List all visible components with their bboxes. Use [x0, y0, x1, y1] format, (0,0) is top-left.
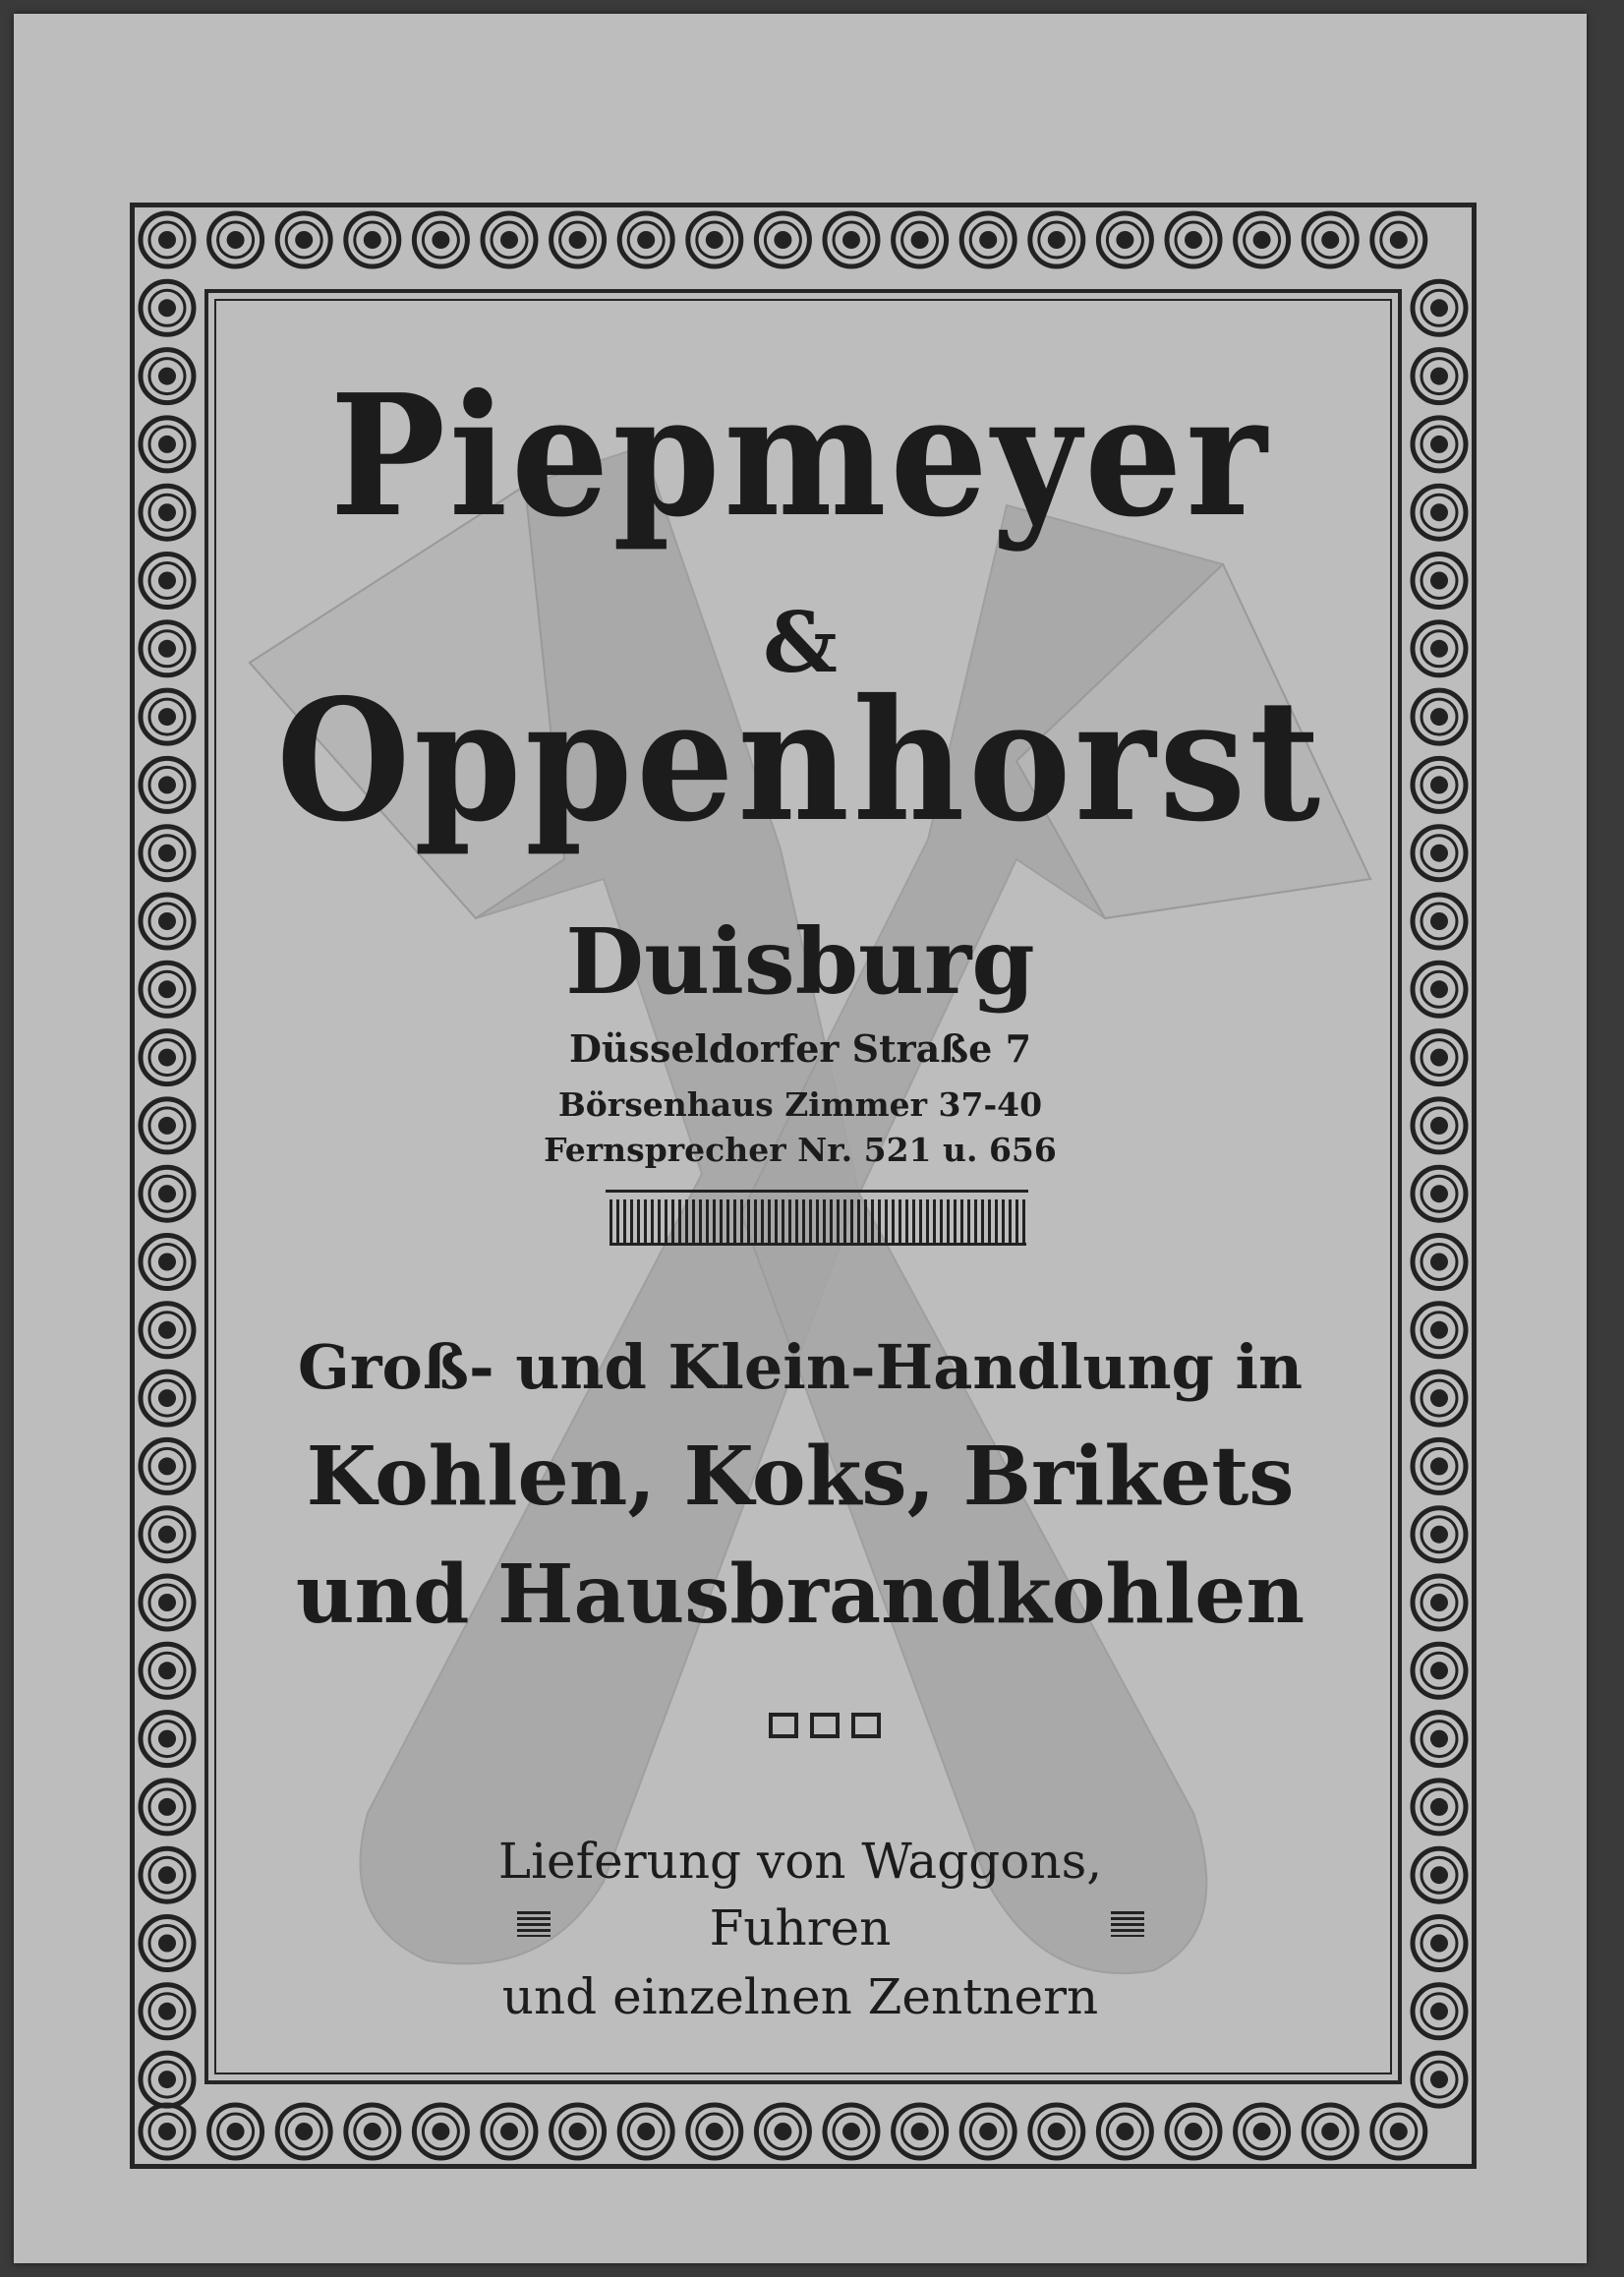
ring-ornament — [141, 1781, 194, 1834]
box-ornament — [769, 1713, 881, 1738]
ring-ornament — [1413, 1236, 1466, 1289]
street-address: Düsseldorfer Straße 7 — [568, 1026, 1032, 1071]
ring-ornament — [1372, 213, 1425, 266]
ring-ornament — [346, 213, 399, 266]
ring-ornament — [619, 213, 672, 266]
ring-ornament — [961, 2105, 1015, 2158]
ring-ornament — [141, 1713, 194, 1766]
ring-ornament — [894, 213, 947, 266]
box-ornament-square — [851, 1713, 881, 1738]
ring-ornament — [825, 213, 878, 266]
ring-ornament — [619, 2105, 672, 2158]
products-line1: Kohlen, Koks, Brikets — [306, 1430, 1295, 1524]
ring-ornament — [1304, 2105, 1357, 2158]
tick-ornament-left — [517, 1911, 551, 1937]
ring-ornament — [756, 213, 809, 266]
ring-ornament — [688, 2105, 741, 2158]
divider-rule — [606, 1190, 1028, 1193]
ring-ornament — [1413, 1781, 1466, 1834]
advertisement-page — [14, 14, 1587, 2263]
ring-ornament — [1413, 1644, 1466, 1697]
delivery-line3: und einzelnen Zentnern — [501, 1968, 1099, 2025]
ring-ornament — [1098, 2105, 1151, 2158]
tick-ornament-right — [1111, 1911, 1144, 1937]
ring-ornament — [141, 281, 194, 334]
ring-ornament — [141, 213, 194, 266]
ring-ornament — [141, 1236, 194, 1289]
ring-ornament — [551, 2105, 605, 2158]
ring-ornament — [209, 2105, 262, 2158]
ring-ornament — [277, 213, 330, 266]
ring-ornament — [141, 1644, 194, 1697]
ring-ornament — [1236, 2105, 1289, 2158]
ring-ornament — [141, 2053, 194, 2106]
ring-ornament — [209, 213, 262, 266]
trade-line: Groß- und Klein-Handlung in — [297, 1331, 1304, 1403]
ring-ornament — [1372, 2105, 1425, 2158]
ring-ornament — [1304, 213, 1357, 266]
ring-ornament — [1167, 2105, 1220, 2158]
ring-ornament — [141, 1167, 194, 1220]
inner-border-rule — [214, 299, 1392, 2074]
ring-ornament — [1413, 1167, 1466, 1220]
ring-ornament — [1413, 281, 1466, 334]
ring-ornament — [277, 2105, 330, 2158]
ring-ornament — [483, 213, 536, 266]
ring-ornament — [414, 213, 467, 266]
office-room: Börsenhaus Zimmer 37-40 — [557, 1085, 1043, 1124]
ring-ornament — [894, 2105, 947, 2158]
company-name-line1: Piepmeyer — [329, 358, 1271, 555]
ring-ornament — [1098, 213, 1151, 266]
delivery-line1: Lieferung von Waggons, — [497, 1833, 1103, 1890]
ring-ornament — [1167, 213, 1220, 266]
ring-ornament — [1413, 1713, 1466, 1766]
ring-ornament — [961, 213, 1015, 266]
company-name-line2: Oppenhorst — [276, 663, 1324, 859]
hatched-ornament — [609, 1199, 1026, 1246]
ring-ornament — [414, 2105, 467, 2158]
products-line2: und Hausbrandkohlen — [295, 1547, 1305, 1642]
ring-ornament — [1030, 2105, 1083, 2158]
ring-ornament — [756, 2105, 809, 2158]
ring-ornament — [1236, 213, 1289, 266]
ring-ornament — [346, 2105, 399, 2158]
phone-numbers: Fernsprecher Nr. 521 u. 656 — [544, 1131, 1057, 1169]
ring-ornament — [1030, 213, 1083, 266]
ring-ornament — [825, 2105, 878, 2158]
ring-ornament — [551, 213, 605, 266]
delivery-line2: Fuhren — [709, 1899, 892, 1956]
box-ornament-square — [810, 1713, 840, 1738]
ring-ornament — [141, 2105, 194, 2158]
box-ornament-square — [769, 1713, 798, 1738]
ring-ornament — [1413, 2053, 1466, 2106]
ring-ornament — [688, 213, 741, 266]
ring-ornament — [483, 2105, 536, 2158]
ampersand: & — [763, 594, 838, 691]
city: Duisburg — [565, 908, 1035, 1015]
